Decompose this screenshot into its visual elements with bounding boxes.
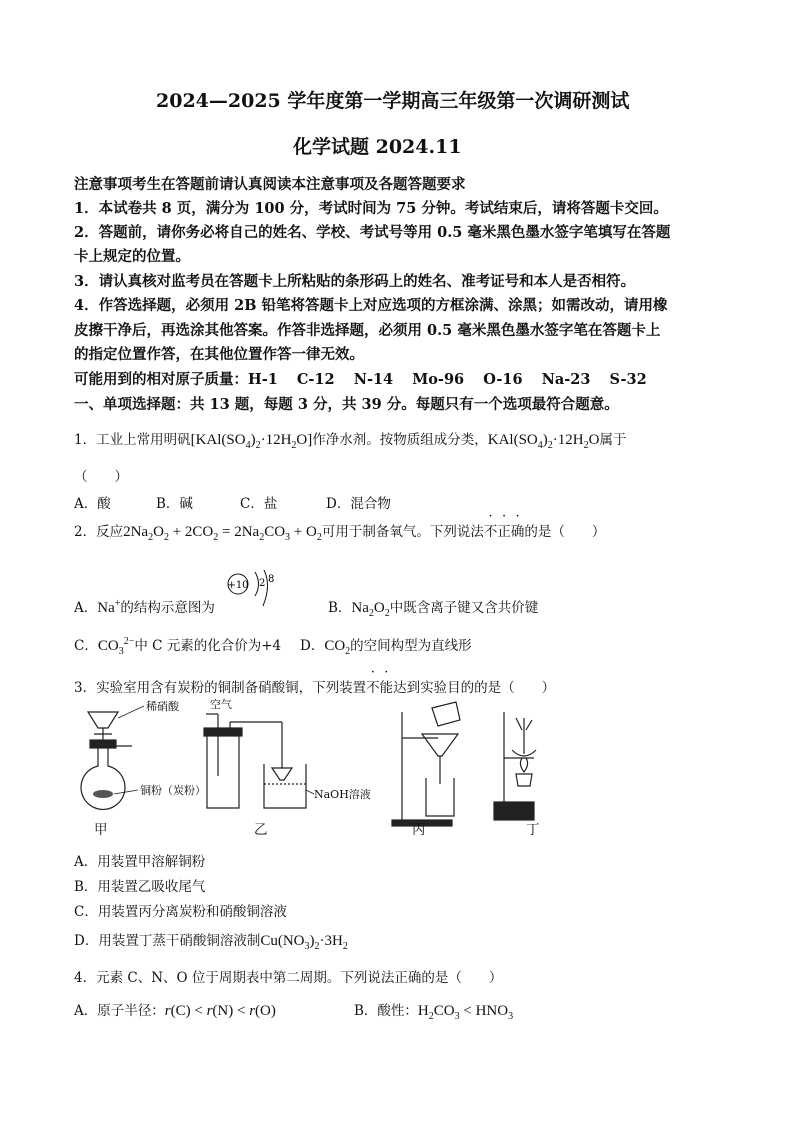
apparatus-bing	[392, 702, 460, 826]
apparatus-jia	[81, 706, 144, 809]
q2-option-b[interactable]: B．$Na_2O_2$中既含离子键又含共价键	[328, 600, 539, 619]
q2-option-d[interactable]: D．$CO_2$的空间构型为直线形	[300, 638, 472, 657]
apparatus-ding	[494, 712, 536, 820]
q3-option-d[interactable]: D．用装置丁蒸干硝酸铜溶液制$Cu(NO_3)_2\cdot 3H_2$	[74, 933, 348, 952]
reaction-equation: $2Na_2O_2 + 2CO_2 = 2Na_2CO_3 + O_2$	[123, 524, 322, 543]
label-copper-powder: 铜粉（炭粉）	[140, 784, 206, 797]
q4-option-a[interactable]: A．原子半径：r(C) < r(N) < r(O)	[74, 1003, 276, 1019]
notice-item: 3．请认真核对监考员在答题卡上所粘贴的条形码上的姓名、准考证号和本人是否相符。	[74, 273, 636, 290]
caption-ding: 丁	[526, 822, 540, 838]
label-dilute-nitric-acid: 稀硝酸	[146, 700, 179, 713]
mass-value: N-14	[353, 371, 394, 388]
q1-option-b[interactable]: B．碱	[156, 496, 193, 512]
shell-2-electrons: 8	[268, 574, 275, 585]
mass-value: Mo-96	[412, 371, 465, 388]
caption-yi: 乙	[254, 822, 268, 838]
emphasis-text: 不正确	[483, 524, 525, 540]
caption-bing: 丙	[412, 822, 426, 838]
question-2-stem: 2．反应$2Na_2O_2 + 2CO_2 = 2Na_2CO_3 + O_2$可用于制备氧气。下列说法不正确的是（ ）	[74, 524, 606, 543]
q1-option-a[interactable]: A．酸	[74, 496, 111, 512]
q3-option-b[interactable]: B．用装置乙吸收尾气	[74, 879, 206, 895]
notice-item: 2．答题前，请你务必将自己的姓名、学校、考试号等用 0.5 毫米黑色墨水签字笔填写在答题	[74, 224, 671, 241]
q3-option-a[interactable]: A．用装置甲溶解铜粉	[74, 854, 206, 870]
question-1-blank: （ ）	[74, 469, 128, 485]
q2-option-a[interactable]: A．Na+的结构示意图为	[74, 598, 215, 616]
caption-jia: 甲	[94, 822, 108, 838]
q2-option-c[interactable]: C．$CO_3^{2-}$中 C 元素的化合价为+4	[74, 636, 282, 657]
page-subtitle: 化学试题 2024.11	[293, 136, 462, 158]
mass-value: Na-23	[541, 371, 591, 388]
formula-alum: $KAl(SO_4)_2\cdot 12H_2O$	[487, 432, 600, 451]
notice-heading: 注意事项考生在答题前请认真阅读本注意事项及各题答题要求	[74, 176, 466, 193]
apparatus-figure	[70, 698, 570, 838]
question-1-stem: 1．工业上常用明矾$[KAl(SO_4)_2\cdot 12H_2O]$作净水剂。按物质组成分类，$KAl(SO_4)_2\cdot 12H_2O$属于	[74, 432, 627, 451]
formula-alum: $[KAl(SO_4)_2\cdot 12H_2O]$	[190, 432, 313, 451]
question-3-stem: 3．实验室用含有炭粉的铜制备硝酸铜，下列装置不能达到实验目的的是（ ）	[74, 680, 556, 696]
shell-1-electrons: 2	[259, 578, 266, 589]
notice-item: 1．本试卷共 8 页，满分为 100 分，考试时间为 75 分钟。考试结束后，请将答题卡交回。	[74, 200, 668, 217]
label-air: 空气	[210, 698, 232, 711]
apparatus-yi	[204, 714, 314, 808]
mass-value: O-16	[483, 371, 523, 388]
emphasis-text: 不能	[366, 680, 394, 696]
notice-item: 皮擦干净后，再选涂其他答案。作答非选择题，必须用 0.5 毫米黑色墨水签字笔在答题卡上	[74, 322, 661, 339]
atomic-masses-label: 可能用到的相对原子质量：	[74, 371, 248, 388]
mass-value: C-12	[296, 371, 335, 388]
notice-item: 卡上规定的位置。	[74, 248, 190, 265]
atomic-masses	[74, 368, 647, 389]
notice-item: 的指定位置作答，在其他位置作答一律无效。	[74, 346, 364, 363]
label-naoh-solution: NaOH溶液	[314, 788, 371, 801]
na-ion-structure-diagram	[222, 570, 292, 618]
mass-value: S-32	[609, 371, 647, 388]
section-heading: 一、单项选择题：共 13 题，每题 3 分，共 39 分。每题只有一个选项最符合题意。	[74, 396, 619, 413]
page-title: 2024—2025 学年度第一学期高三年级第一次调研测试	[156, 90, 630, 112]
notice-item: 4．作答选择题，必须用 2B 铅笔将答题卡上对应选项的方框涂满、涂黑；如需改动，请用橡	[74, 297, 668, 314]
q1-option-c[interactable]: C．盐	[240, 496, 278, 512]
nucleus-label: +10	[227, 580, 249, 591]
mass-value: H-1	[248, 371, 278, 388]
q4-option-b[interactable]: B．酸性：$H_2CO_3 < HNO_3$	[354, 1003, 514, 1022]
question-4-stem: 4．元素 C、N、O 位于周期表中第二周期。下列说法正确的是（ ）	[74, 970, 503, 986]
q1-option-d[interactable]: D．混合物	[326, 496, 391, 512]
q3-option-c[interactable]: C．用装置丙分离炭粉和硝酸铜溶液	[74, 904, 287, 920]
